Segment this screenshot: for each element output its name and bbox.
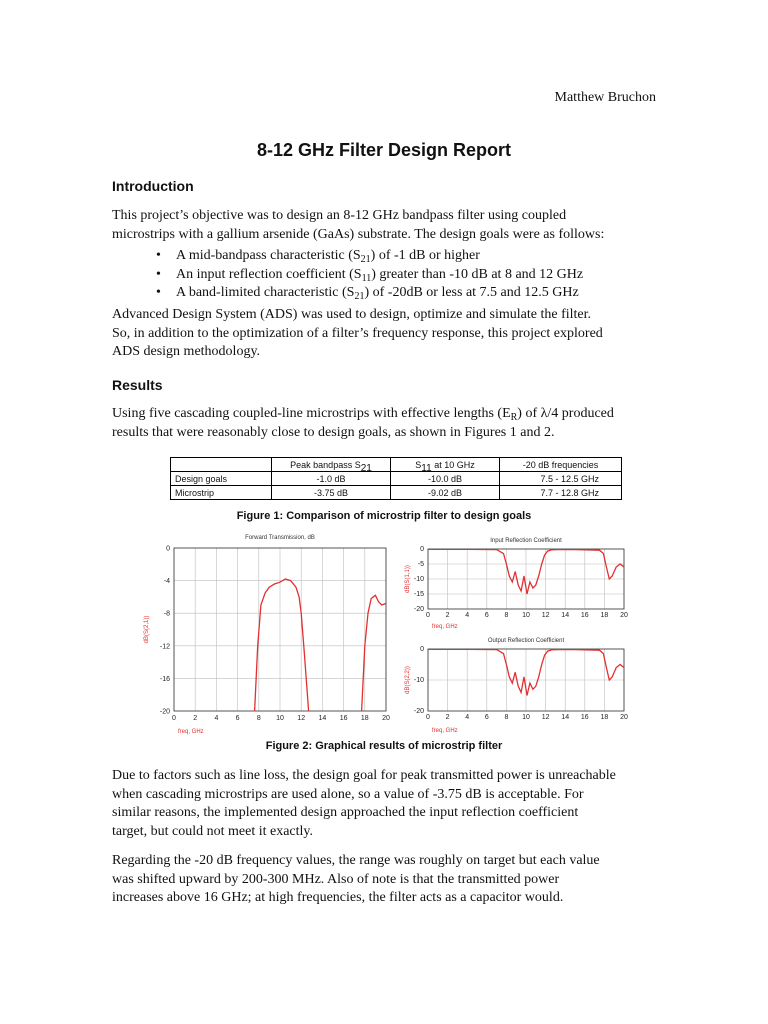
text-line: This project’s objective was to design an 8-12 GHz bandpass filter using coupled — [112, 208, 567, 223]
text-line: So, in addition to the optimization of a filter’s frequency response, this project explored — [112, 325, 603, 341]
y-tick-label: -8 — [163, 610, 170, 618]
x-tick-label: 12 — [297, 715, 306, 722]
table-cell: Microstrip — [171, 486, 272, 500]
y-tick-label: -10 — [413, 677, 424, 684]
plot-title: Forward Transmission, dB — [245, 535, 315, 541]
y-tick-label: -16 — [159, 675, 170, 683]
author-name: Matthew Bruchon — [554, 90, 656, 105]
list-item: • A band-limited characteristic $(S_{21})$ of -20dB or less at 7.5 and 12.5 GHz — [156, 284, 676, 303]
x-tick-label: 8 — [504, 714, 509, 721]
x-tick-label: 4 — [465, 714, 470, 721]
results-heading: Results — [112, 377, 163, 393]
x-tick-label: 10 — [276, 715, 284, 722]
x-tick-label: 2 — [193, 715, 198, 722]
forward-transmission-plot — [136, 528, 398, 742]
table-cell: -1.0 dB — [272, 472, 391, 486]
y-tick-label: 0 — [420, 646, 424, 653]
text-line: Due to factors such as line loss, the design goal for peak transmitted power is unreachable — [112, 768, 616, 783]
y-tick-label: -20 — [159, 708, 170, 716]
y-axis-label: dB(S(2,1)) — [144, 615, 150, 644]
table-cell: 7.5 - 12.5 GHz — [500, 472, 622, 486]
output-reflection-chart — [398, 632, 638, 734]
table-cell: -10.0 dB — [391, 472, 500, 486]
table-row — [171, 472, 622, 486]
x-tick-label: 6 — [484, 714, 489, 721]
text-line: similar reasons, the implemented design approached the input reflection coefficient — [112, 805, 579, 820]
y-tick-label: -20 — [413, 708, 424, 715]
y-tick-label: 0 — [420, 546, 424, 553]
y-tick-label: -12 — [159, 643, 170, 651]
x-tick-label: 4 — [214, 715, 219, 722]
discussion-paragraph-1 — [112, 767, 660, 841]
plot-title: Input Reflection Coefficient — [490, 538, 562, 544]
x-tick-label: 8 — [256, 715, 261, 722]
design-goals-list — [156, 247, 676, 303]
table-cell: -9.02 dB — [391, 486, 500, 500]
x-tick-label: 16 — [580, 612, 589, 619]
introduction-heading: Introduction — [112, 178, 194, 194]
input-reflection-chart — [398, 532, 638, 630]
x-axis-label: freq, GHz — [432, 624, 458, 630]
text-line: was shifted upward by 200-300 MHz. Also of note is that the transmitted power — [112, 871, 560, 887]
table-cell: -3.75 dB — [272, 486, 391, 500]
text-line: Regarding the -20 dB frequency values, the range was roughly on target but each value — [112, 853, 600, 868]
text-line: target, but could not meet it exactly. — [112, 823, 313, 839]
y-tick-label: 0 — [166, 545, 170, 553]
list-item: • An input reflection coefficient $(S_{11})$ greater than -10 dB at 8 and 12 GHz — [156, 266, 676, 285]
y-axis-label: dB(S(2,2)) — [405, 666, 411, 694]
x-tick-label: 16 — [339, 715, 348, 722]
x-tick-label: 16 — [580, 714, 589, 721]
table-header: -20 dB frequencies — [500, 458, 622, 472]
report-title: 8-12 GHz Filter Design Report — [256, 140, 512, 160]
x-tick-label: 4 — [465, 612, 470, 619]
results-paragraph — [112, 405, 660, 442]
table-header: Peak bandpass $S_{21}$ — [272, 458, 391, 472]
x-tick-label: 14 — [561, 714, 570, 721]
ads-paragraph — [112, 306, 660, 362]
x-tick-label: 0 — [426, 612, 430, 619]
discussion-paragraph-2 — [112, 852, 660, 908]
text-line: when cascading microstrips are used alone, so a value of -3.75 dB is acceptable. For — [112, 786, 584, 802]
series-line — [255, 579, 309, 711]
table-cell: Design goals — [171, 472, 272, 486]
y-tick-label: -10 — [413, 576, 424, 583]
x-tick-label: 6 — [484, 612, 489, 619]
table-header: $S_{11}$ at 10 GHz — [391, 458, 500, 472]
series-line — [362, 595, 386, 711]
x-tick-label: 2 — [445, 714, 450, 721]
y-tick-label: -5 — [417, 561, 424, 568]
input-reflection-plot — [398, 532, 638, 630]
comparison-table — [170, 457, 622, 500]
forward-transmission-chart — [136, 528, 398, 742]
x-tick-label: 8 — [504, 612, 509, 619]
figure2-caption: Figure 2: Graphical results of microstrip filter — [265, 740, 503, 752]
list-item: • A mid-bandpass characteristic $(S_{21})$ of -1 dB or higher — [156, 247, 676, 266]
x-tick-label: 14 — [318, 715, 327, 722]
x-tick-label: 0 — [172, 715, 176, 722]
text-line: ADS design methodology. — [112, 344, 261, 359]
y-tick-label: -20 — [413, 606, 424, 613]
x-tick-label: 14 — [561, 612, 570, 619]
x-tick-label: 2 — [445, 612, 450, 619]
table-row — [171, 486, 622, 500]
x-tick-label: 20 — [620, 714, 628, 721]
x-tick-label: 12 — [541, 612, 550, 619]
table-header-row — [171, 458, 622, 472]
y-tick-label: -4 — [163, 578, 170, 586]
text-line: microstrips with a gallium arsenide (GaAs) substrate. The design goals were as follows: — [112, 226, 605, 242]
plot-title: Output Reflection Coefficient — [487, 638, 565, 644]
x-tick-label: 20 — [382, 715, 390, 722]
x-tick-label: 18 — [360, 715, 369, 722]
table-header — [171, 458, 272, 472]
x-axis-label: freq, GHz — [178, 729, 204, 735]
x-tick-label: 0 — [426, 714, 430, 721]
y-axis-label: dB(S(1,1)) — [405, 565, 411, 593]
x-tick-label: 6 — [235, 715, 240, 722]
x-tick-label: 12 — [541, 714, 550, 721]
output-reflection-plot — [398, 632, 638, 734]
text-line: Using five cascading coupled-line microstrips with effective lengths $(E_R)$ of λ/4 produced — [112, 406, 614, 423]
table-cell: 7.7 - 12.8 GHz — [500, 486, 622, 500]
introduction-paragraph — [112, 207, 660, 244]
text-line: Advanced Design System (ADS) was used to design, optimize and simulate the filter. — [112, 307, 592, 322]
y-tick-label: -15 — [413, 591, 424, 598]
text-line: results that were reasonably close to design goals, as shown in Figures 1 and 2. — [112, 424, 555, 440]
x-tick-label: 10 — [522, 714, 530, 721]
x-tick-label: 20 — [620, 612, 628, 619]
x-axis-label: freq, GHz — [432, 728, 458, 734]
figure1-caption: Figure 1: Comparison of microstrip filter to design goals — [236, 510, 532, 522]
x-tick-label: 18 — [600, 612, 609, 619]
text-line: increases above 16 GHz; at high frequencies, the filter acts as a capacitor would. — [112, 890, 564, 905]
x-tick-label: 18 — [600, 714, 609, 721]
x-tick-label: 10 — [522, 612, 530, 619]
